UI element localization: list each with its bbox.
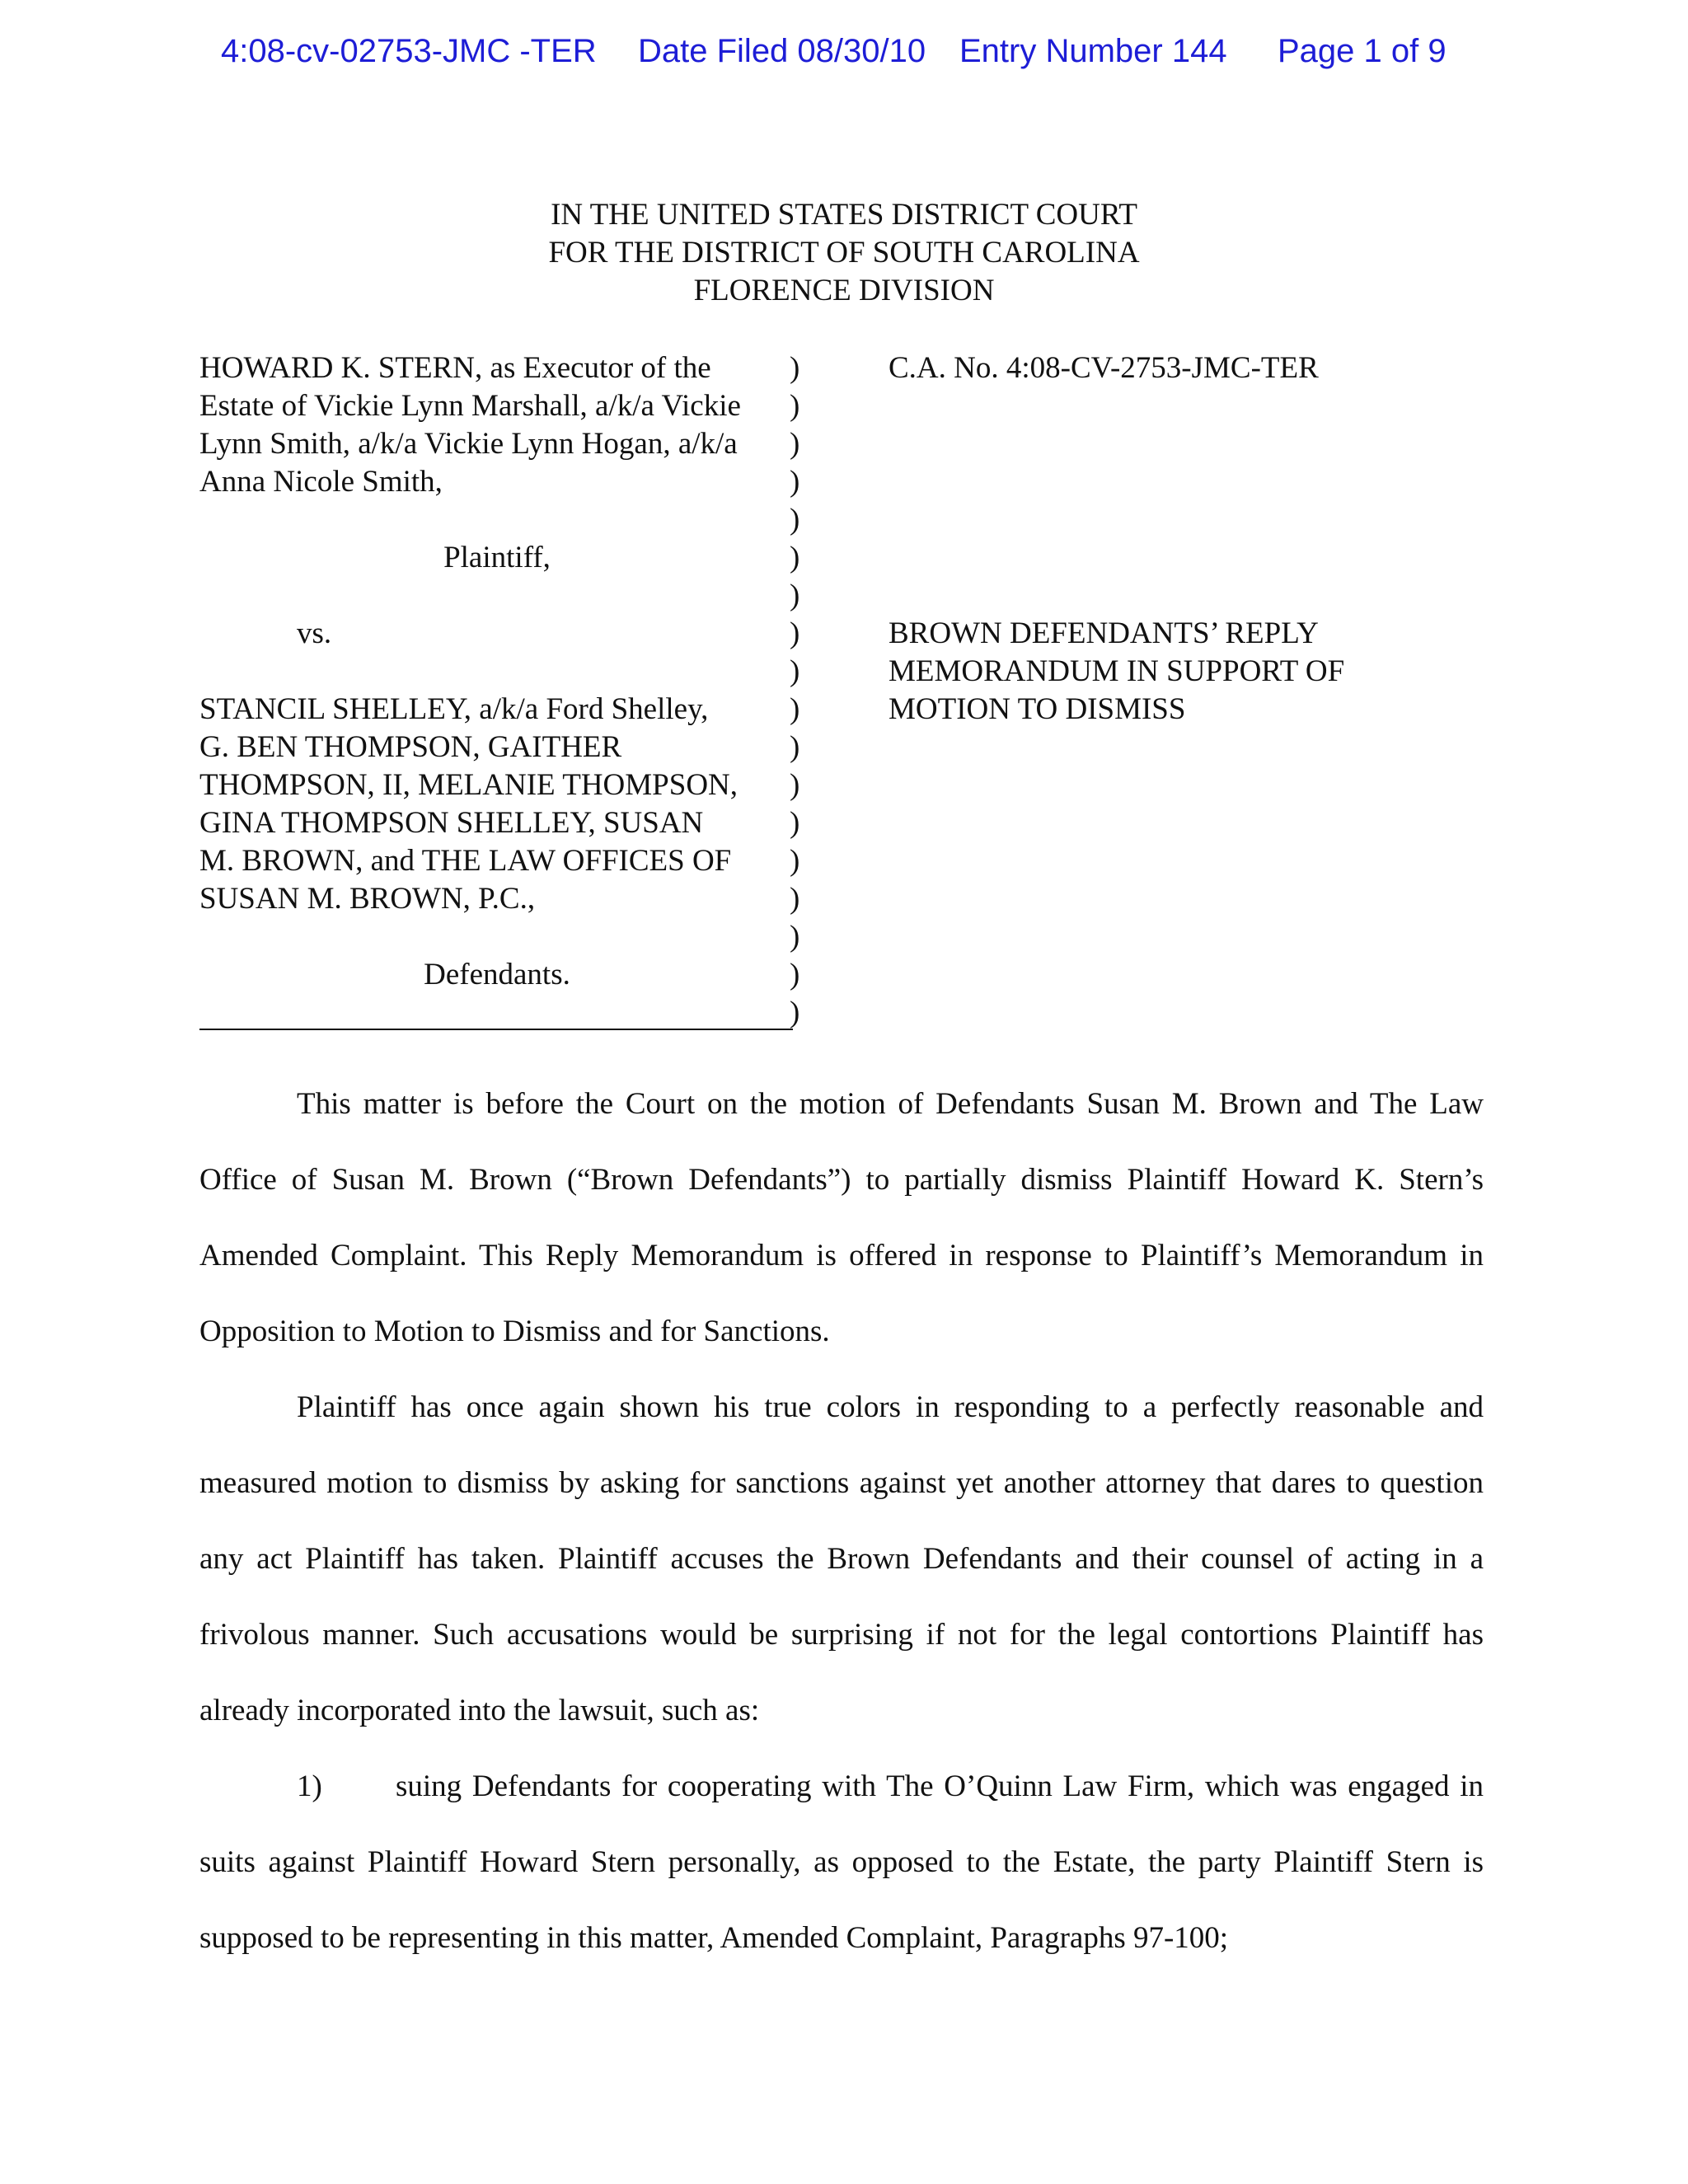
caption-line: Anna Nicole Smith, ) [199, 465, 800, 499]
caption-line: STANCIL SHELLEY, a/k/a Ford Shelley, ) [199, 692, 800, 726]
caption-versus: vs. ) [297, 616, 800, 650]
case-caption-parties [199, 349, 809, 1032]
list-item-text: suing Defendants for cooperating with The O’Quinn Law Firm, which was engaged in suits against Plaintiff Howard Stern personally, as opposed to the Estate, the party Plaintiff Stern is supposed to be representing in this matter, Amended Complaint, Paragraphs 97-100; [199, 1769, 1484, 1955]
court-heading [0, 196, 1688, 310]
caption-line: ) [790, 996, 800, 1029]
ecf-entry-number: Entry Number 144 [959, 33, 1227, 69]
caption-plaintiff-label: Plaintiff, ) [443, 541, 800, 574]
court-line-1: IN THE UNITED STATES DISTRICT COURT [551, 198, 1137, 232]
caption-underline [199, 1029, 793, 1030]
caption-line: ) [790, 920, 800, 954]
ecf-header [0, 33, 1688, 79]
case-caption-right [889, 349, 1465, 726]
document-title-line: MOTION TO DISMISS [889, 692, 1186, 726]
caption-line: ) [790, 503, 800, 537]
court-line-2: FOR THE DISTRICT OF SOUTH CAROLINA [548, 236, 1140, 269]
ecf-date-filed: Date Filed 08/30/10 [638, 33, 926, 69]
court-line-3: FLORENCE DIVISION [693, 274, 995, 307]
ecf-page-number: Page 1 of 9 [1278, 33, 1447, 69]
caption-line: ) [790, 579, 800, 612]
document-title-line: MEMORANDUM IN SUPPORT OF [889, 654, 1345, 688]
caption-line: ) [790, 654, 800, 688]
body-paragraph-1: This matter is before the Court on the motion of Defendants Susan M. Brown and The Law Office of Susan M. Brown (“Brown Defendants”) to partially dismiss Plaintiff Howard K. Stern’s Amended Complaint. This Reply Memorandum is offered in response to Plaintiff’s Memorandum in Opposition to Motion to Dismiss and for Sanctions. [199, 1087, 1484, 1348]
document-title-line: BROWN DEFENDANTS’ REPLY [889, 616, 1319, 650]
caption-line: SUSAN M. BROWN, P.C., ) [199, 882, 800, 916]
caption-line: G. BEN THOMPSON, GAITHER ) [199, 730, 800, 764]
list-item [199, 1749, 1484, 1976]
case-number: C.A. No. 4:08-CV-2753-JMC-TER [889, 351, 1319, 385]
caption-line: GINA THOMPSON SHELLEY, SUSAN ) [199, 806, 800, 840]
caption-line: M. BROWN, and THE LAW OFFICES OF ) [199, 844, 800, 878]
document-title [889, 615, 1344, 729]
caption-line: Lynn Smith, a/k/a Vickie Lynn Hogan, a/k/a ) [199, 427, 800, 461]
list-item-number: 1) [297, 1769, 322, 1803]
caption-defendants-label: Defendants. ) [424, 958, 800, 991]
ecf-case-number: 4:08-cv-02753-JMC -TER [221, 33, 597, 69]
caption-line: HOWARD K. STERN, as Executor of the ) [199, 351, 800, 385]
body-paragraph-2: Plaintiff has once again shown his true colors in responding to a perfectly reasonable and measured motion to dismiss by asking for sanctions against yet another attorney that dares to question any act Plaintiff has taken. Plaintiff accuses the Brown Defendants and their counsel of acting in a frivolous manner. Such accusations would be surprising if not for the legal contortions Plaintiff has already incorporated into the lawsuit, such as: [199, 1390, 1484, 1727]
document-body [199, 1066, 1484, 1976]
caption-line: Estate of Vickie Lynn Marshall, a/k/a Vickie ) [199, 389, 800, 423]
caption-line: THOMPSON, II, MELANIE THOMPSON, ) [199, 768, 800, 802]
